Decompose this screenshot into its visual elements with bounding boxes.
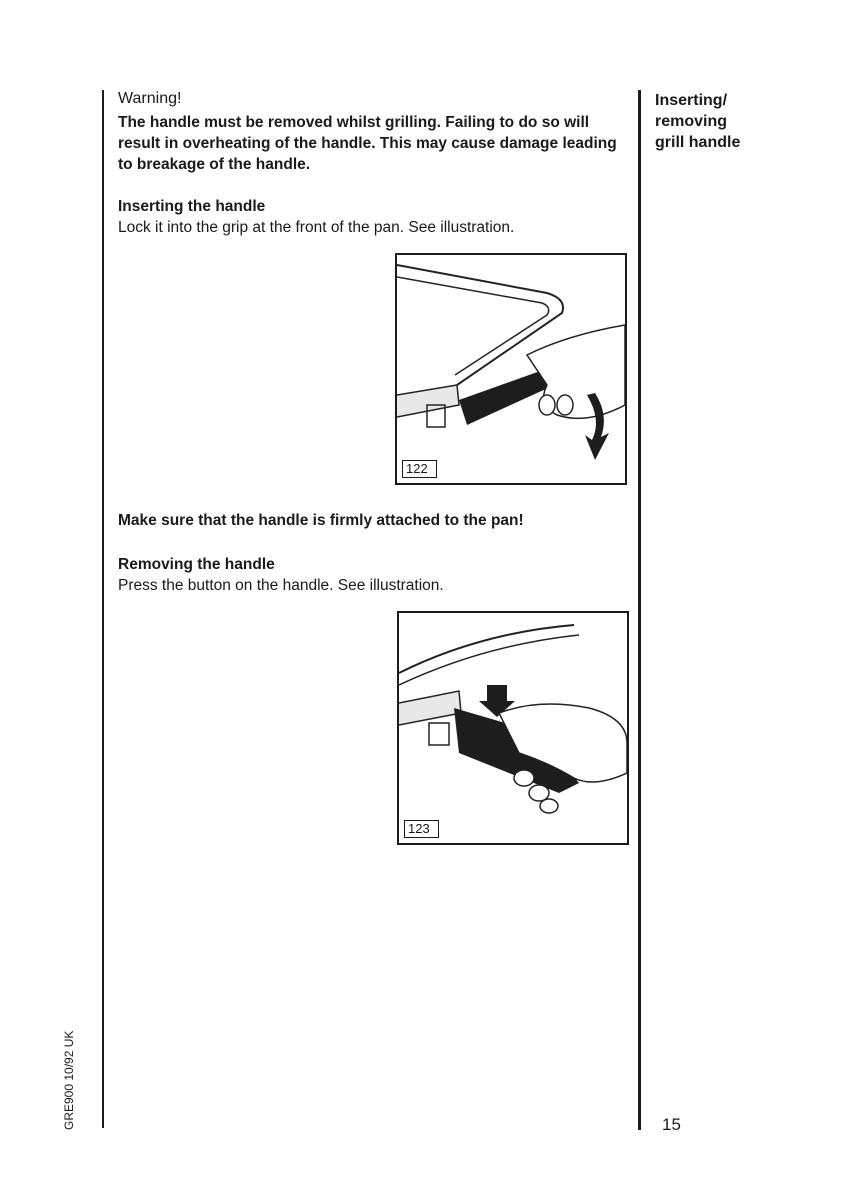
inserting-heading: Inserting the handle [118, 198, 266, 215]
inserting-handle-drawing [397, 255, 625, 483]
removing-text: Press the button on the handle. See illustration. [118, 577, 444, 594]
section-side-heading [655, 90, 805, 153]
warning-body: The handle must be removed whilst grilling. Failing to do so will result in overheating of the handle. This may cause damage leading to breakage of the handle. [118, 114, 617, 173]
firmly-attached-notice: Make sure that the handle is firmly attached to the pan! [118, 512, 524, 529]
side-heading-line-1: Inserting/ [655, 92, 728, 109]
figure-number-123: 123 [404, 820, 439, 838]
right-column-rule [638, 90, 641, 1130]
warning-title: Warning! [118, 90, 182, 107]
illustration-removing-handle [397, 611, 629, 845]
removing-handle-drawing [399, 613, 627, 843]
side-heading-line-3: grill handle [655, 134, 741, 151]
document-code: GRE900 10/92 UK [62, 1030, 76, 1130]
side-heading-line-2: removing [655, 113, 728, 130]
left-margin-rule [102, 90, 104, 1128]
inserting-text: Lock it into the grip at the front of the pan. See illustration. [118, 219, 515, 236]
removing-heading: Removing the handle [118, 556, 275, 573]
page-number: 15 [662, 1115, 681, 1134]
illustration-inserting-handle [395, 253, 627, 485]
figure-number-122: 122 [402, 460, 437, 478]
